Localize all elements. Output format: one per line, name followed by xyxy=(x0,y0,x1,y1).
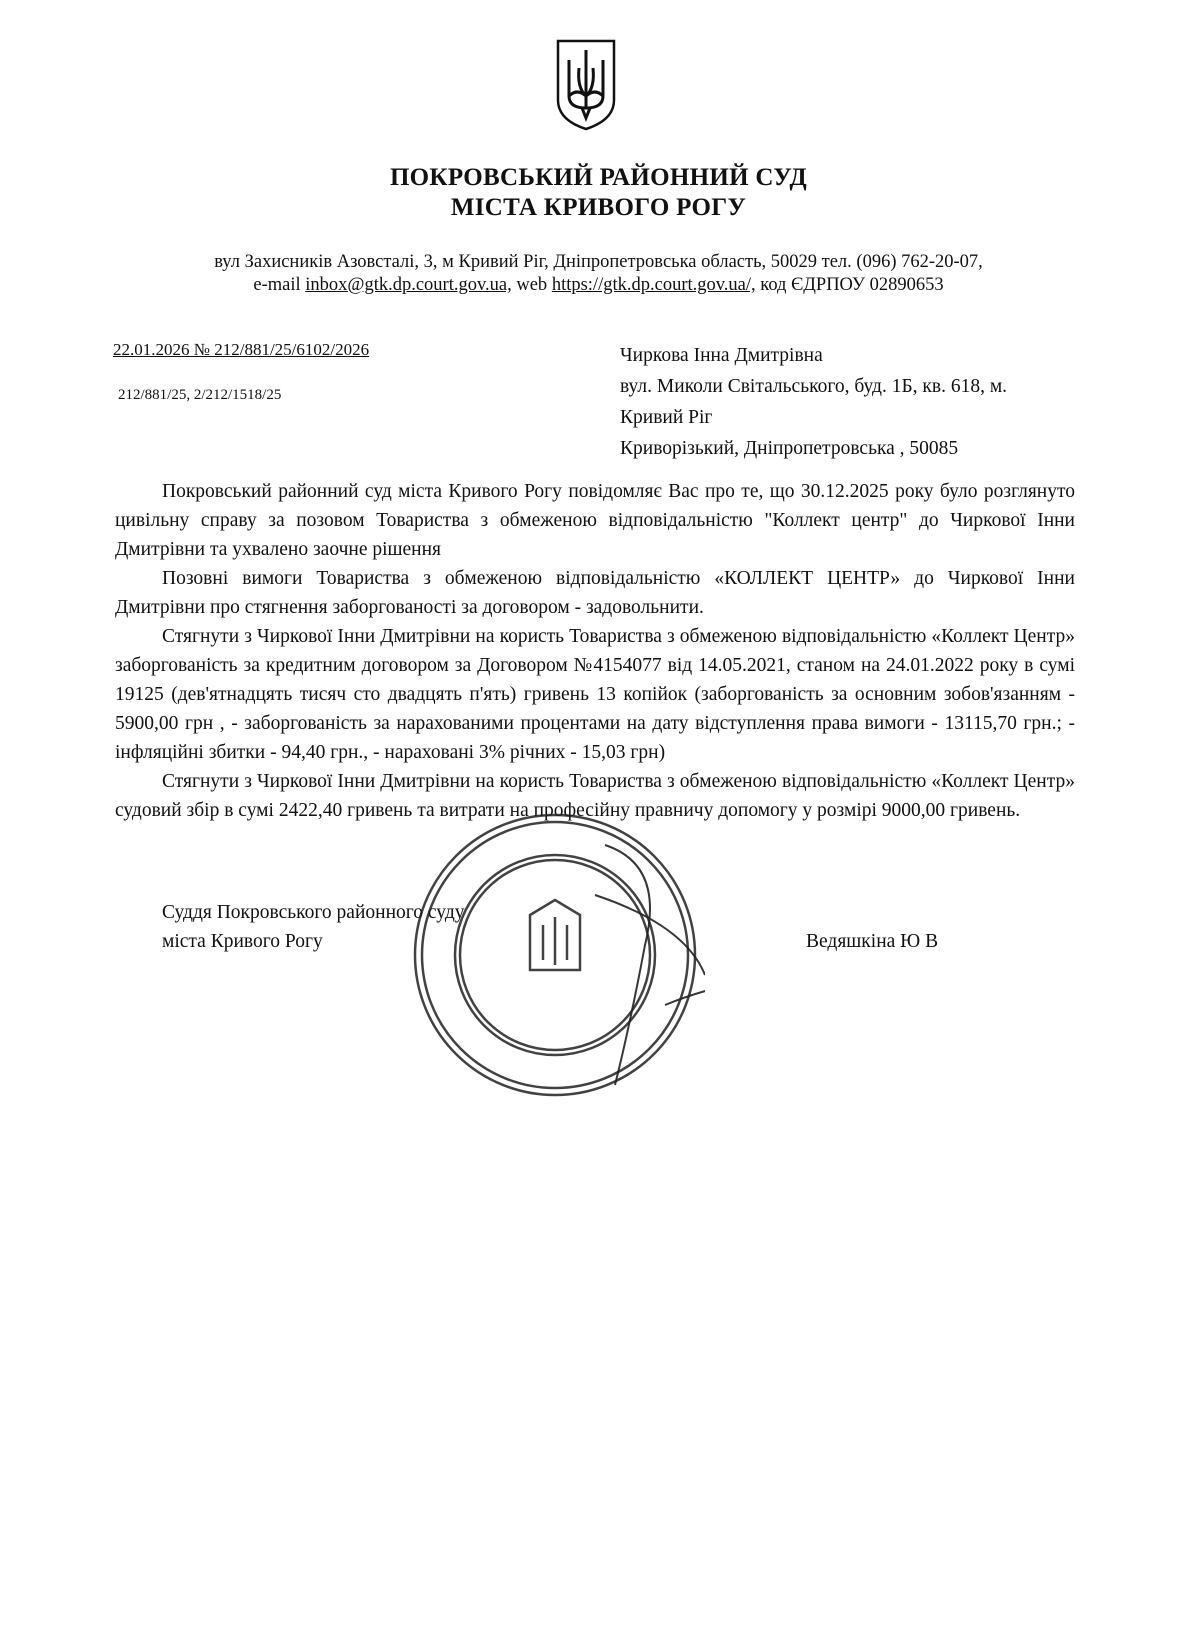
court-name-line2: МІСТА КРИВОГО РОГУ xyxy=(450,194,747,221)
recipient-block xyxy=(620,340,1007,464)
letter-body xyxy=(115,477,1075,825)
email-link[interactable]: inbox@gtk.dp.court.gov.ua, xyxy=(305,275,512,295)
court-seal-stamp xyxy=(405,805,705,1105)
paragraph: Стягнути з Чиркової Інни Дмитрівни на користь Товариства з обмеженою відповідальністю «Коллект Центр» судовий збір в сумі 2422,40 гривень та витрати на професійну правничу допомогу у розмірі 9000,00 гривень. xyxy=(115,771,1075,821)
paragraph: Стягнути з Чиркової Інни Дмитрівни на користь Товариства з обмеженою відповідальністю «Коллект Центр» заборгованість за кредитним договором за Договором №4154077 від 14.05.2021, станом на 24.01.2022 року в сумі 19125 (дев'ятнадцять тисяч сто двадцять п'ять) гривень 13 копійок (заборгованість за основним зобов'язанням - 5900,00 грн , - заборгованість за нарахованими процентами на дату відступлення права вимоги - 13115,70 грн.; - інфляційні збитки - 94,40 грн., - нараховані 3% річних - 15,03 грн) xyxy=(115,626,1075,763)
web-label: web xyxy=(516,275,548,295)
judge-name: Ведяшкіна Ю В xyxy=(806,931,939,952)
recipient-city: Кривий Ріг xyxy=(620,407,713,428)
court-address: вул Захисників Азовсталі, 3, м Кривий Ріг, Дніпропетровська область, 50029 тел. (096) 762-20-07, xyxy=(214,252,983,272)
web-link[interactable]: https://gtk.dp.court.gov.ua/, xyxy=(551,275,756,295)
court-contacts xyxy=(0,275,1197,296)
paragraph: Покровський районний суд міста Кривого Рогу повідомляє Вас про те, що 30.12.2025 року було розглянуто цивільну справу за позовом Товариства з обмеженою відповідальністю "Коллект центр" до Чиркової Інни Дмитрівни та ухвалено заочне рішення xyxy=(115,481,1075,560)
recipient-name: Чиркова Інна Дмитрівна xyxy=(620,345,823,366)
paragraph: Позовні вимоги Товариства з обмеженою відповідальністю «КОЛЛЕКТ ЦЕНТР» до Чиркової Інни Дмитрівни про стягнення заборгованості за договором - задовольнити. xyxy=(115,568,1075,618)
edrpou-code: код ЄДРПОУ 02890653 xyxy=(760,275,944,295)
recipient-street: вул. Миколи Світальського, буд. 1Б, кв. 618, м. xyxy=(620,376,1008,397)
judge-position-line1: Суддя Покровського районного суду xyxy=(162,902,465,923)
trident-emblem-icon xyxy=(555,38,617,132)
judge-position-line2: міста Кривого Рогу xyxy=(162,931,323,952)
recipient-region: Криворізький, Дніпропетровська , 50085 xyxy=(620,438,959,459)
case-numbers: 212/881/25, 2/212/1518/25 xyxy=(118,387,282,403)
email-label: e-mail xyxy=(253,275,301,295)
outgoing-date-number: 22.01.2026 № 212/881/25/6102/2026 xyxy=(113,340,370,359)
court-name-line1: ПОКРОВСЬКИЙ РАЙОННИЙ СУД xyxy=(389,164,808,191)
